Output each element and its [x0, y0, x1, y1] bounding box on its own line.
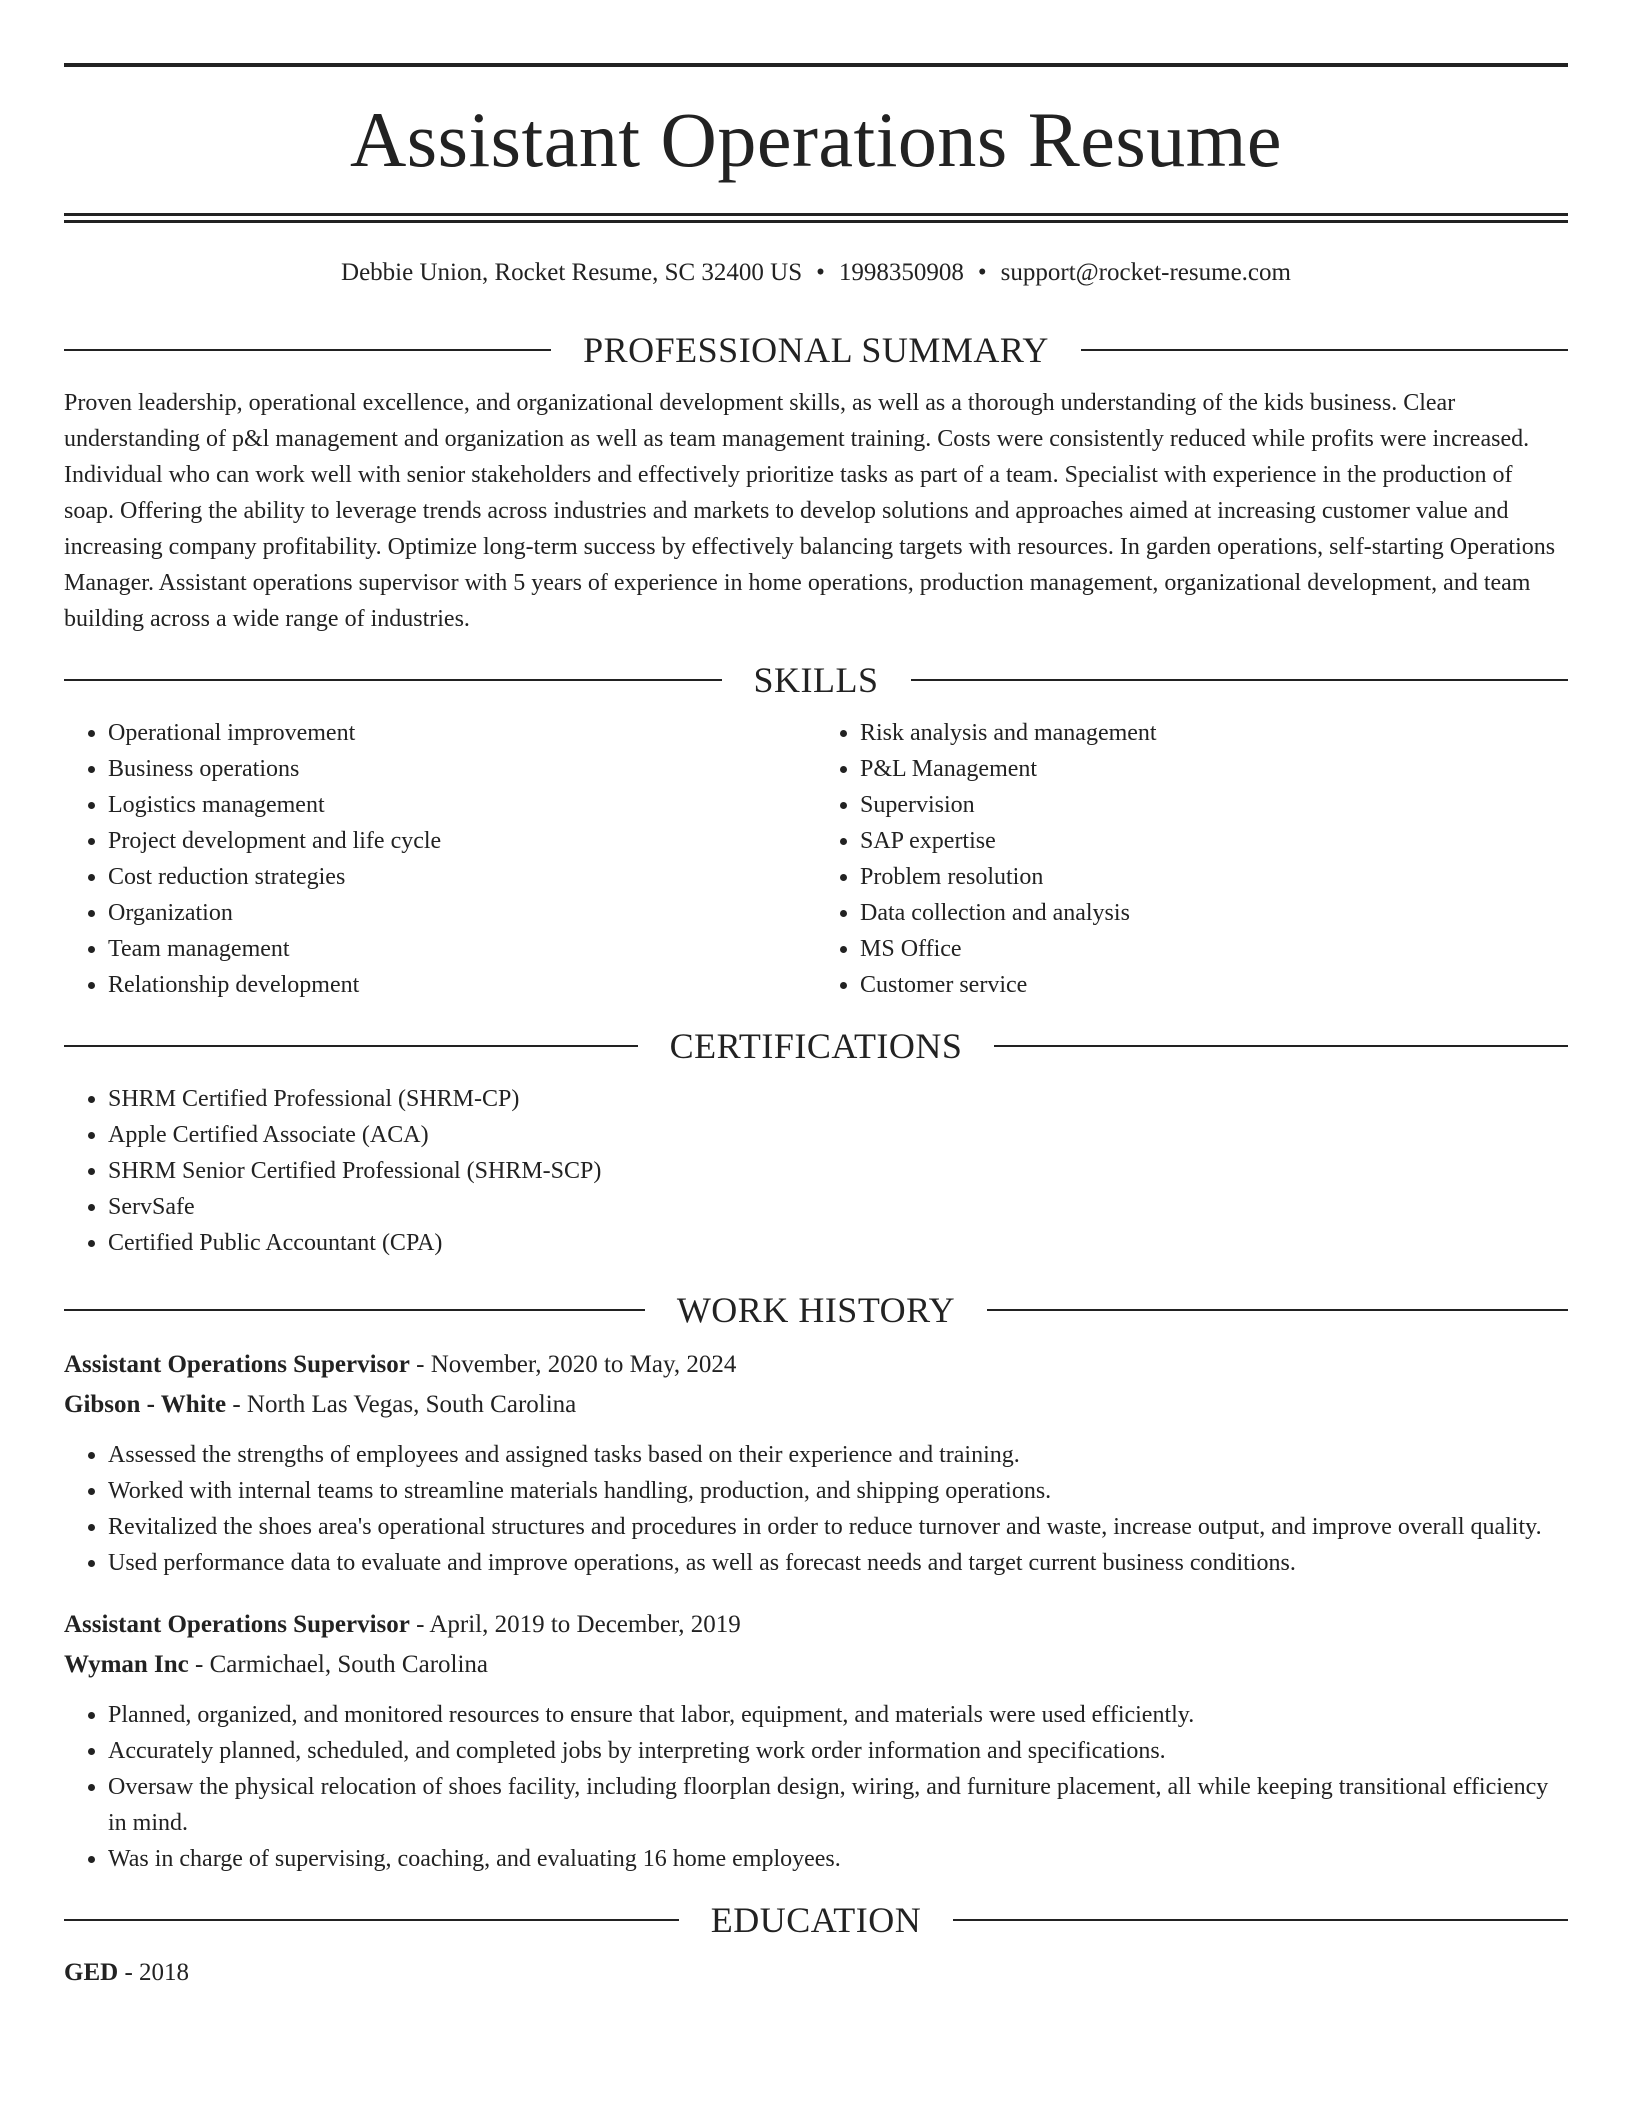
certification-item: • Certified Public Accountant (CPA) — [108, 1225, 1568, 1261]
job-dates: - November, 2020 to May, 2024 — [409, 1351, 737, 1378]
job-bullet: • Worked with internal teams to streamline materials handling, production, and shipping operations. — [108, 1473, 1568, 1509]
education-entry — [64, 1953, 1568, 1993]
skill-item: • P&L Management — [860, 751, 1568, 787]
job-bullet: • Assessed the strengths of employees and assigned tasks based on their experience and training. — [108, 1437, 1568, 1473]
certifications-list — [64, 1081, 1568, 1261]
skills-column-right — [816, 715, 1568, 1003]
education-degree: GED — [64, 1959, 119, 1986]
page-title: Assistant Operations Resume — [349, 96, 1283, 183]
divider-line — [1081, 349, 1568, 351]
contact-address: Debbie Union, Rocket Resume, SC 32400 US — [341, 259, 803, 286]
divider-line — [987, 1309, 1568, 1311]
job-bullet: • Was in charge of supervising, coaching, and evaluating 16 home employees. — [108, 1841, 1568, 1877]
job-company: Wyman Inc — [64, 1651, 189, 1678]
education-year: - 2018 — [118, 1959, 190, 1986]
contact-separator: • — [816, 259, 825, 286]
job-bullet: • Used performance data to evaluate and improve operations, as well as forecast needs and target current business conditions. — [108, 1545, 1568, 1581]
job-bullet: • Oversaw the physical relocation of shoes facility, including floorplan design, wiring, and furniture placement, all while keeping transitional efficiency in mind. — [108, 1769, 1568, 1841]
skill-item: • SAP expertise — [860, 823, 1568, 859]
section-title: WORK HISTORY — [676, 1290, 956, 1330]
divider-line — [994, 1045, 1568, 1047]
contact-line — [64, 259, 1568, 287]
skill-item: • Customer service — [860, 967, 1568, 1003]
title-double-rule — [64, 213, 1568, 223]
skill-item: • Risk analysis and management — [860, 715, 1568, 751]
job-company-line — [64, 1385, 1568, 1425]
section-title: PROFESSIONAL SUMMARY — [583, 330, 1049, 370]
skill-item: • Business operations — [108, 751, 816, 787]
work-history-section-header — [64, 1289, 1568, 1331]
job-title: Assistant Operations Supervisor — [64, 1351, 410, 1378]
contact-email[interactable]: support@rocket-resume.com — [1000, 259, 1291, 286]
skill-item: • Team management — [108, 931, 816, 967]
divider-line — [953, 1919, 1568, 1921]
divider-line — [64, 1045, 638, 1047]
job-company: Gibson - White — [64, 1391, 227, 1418]
skill-item: • Project development and life cycle — [108, 823, 816, 859]
skill-item: • Data collection and analysis — [860, 895, 1568, 931]
job-title-line — [64, 1345, 1568, 1385]
job-location: - Carmichael, South Carolina — [188, 1651, 489, 1678]
divider-line — [911, 679, 1569, 681]
skill-item: • MS Office — [860, 931, 1568, 967]
summary-section-header — [64, 329, 1568, 371]
job-bullet: • Planned, organized, and monitored resources to ensure that labor, equipment, and materials were used efficiently. — [108, 1697, 1568, 1733]
divider-line — [64, 1919, 679, 1921]
skills-list — [64, 715, 1568, 1003]
section-title: CERTIFICATIONS — [669, 1026, 963, 1066]
skill-item: • Relationship development — [108, 967, 816, 1003]
divider-line — [64, 349, 551, 351]
job-location: - North Las Vegas, South Carolina — [226, 1391, 577, 1418]
skill-item: • Supervision — [860, 787, 1568, 823]
certification-item: • ServSafe — [108, 1189, 1568, 1225]
certifications-section-header — [64, 1025, 1568, 1067]
job-entry — [64, 1605, 1568, 1877]
job-entry — [64, 1345, 1568, 1581]
job-title: Assistant Operations Supervisor — [64, 1611, 410, 1638]
job-company-line — [64, 1645, 1568, 1685]
certification-item: • SHRM Certified Professional (SHRM-CP) — [108, 1081, 1568, 1117]
certification-item: • SHRM Senior Certified Professional (SHRM-SCP) — [108, 1153, 1568, 1189]
skill-item: • Problem resolution — [860, 859, 1568, 895]
contact-separator: • — [977, 259, 987, 286]
education-section-header — [64, 1899, 1568, 1941]
skills-column-left — [64, 715, 816, 1003]
certification-item: • Apple Certified Associate (ACA) — [108, 1117, 1568, 1153]
job-bullet: • Accurately planned, scheduled, and completed jobs by interpreting work order information and specifications. — [108, 1733, 1568, 1769]
contact-phone: 1998350908 — [838, 259, 964, 286]
skill-item: • Operational improvement — [108, 715, 816, 751]
job-bullets — [64, 1697, 1568, 1877]
job-title-line — [64, 1605, 1568, 1645]
section-title: EDUCATION — [710, 1900, 922, 1940]
section-title: SKILLS — [753, 660, 879, 700]
summary-text: Proven leadership, operational excellence, and organizational development skills, as well as a thorough understanding of the kids business. Clear understanding of p&l management and organization as well as team management training. Costs were consistently reduced while profits were increased. Individual who can work well with senior stakeholders and effectively prioritize tasks as part of a team. Specialist with experience in the production of soap. Offering the ability to leverage trends across industries and markets to develop solutions and approaches aimed at increasing customer value and increasing company profitability. Optimize long-term success by effectively balancing targets with resources. In garden operations, self-starting Operations Manager. Assistant operations supervisor with 5 years of experience in home operations, production management, organizational development, and team building across a wide range of industries. — [64, 390, 1556, 632]
divider-line — [64, 679, 722, 681]
skills-section-header — [64, 659, 1568, 701]
skill-item: • Organization — [108, 895, 816, 931]
job-bullet: • Revitalized the shoes area's operational structures and procedures in order to reduce turnover and waste, increase output, and improve overall quality. — [108, 1509, 1568, 1545]
job-bullets — [64, 1437, 1568, 1581]
divider-line — [64, 1309, 645, 1311]
job-dates: - April, 2019 to December, 2019 — [409, 1611, 741, 1638]
skill-item: • Logistics management — [108, 787, 816, 823]
skill-item: • Cost reduction strategies — [108, 859, 816, 895]
